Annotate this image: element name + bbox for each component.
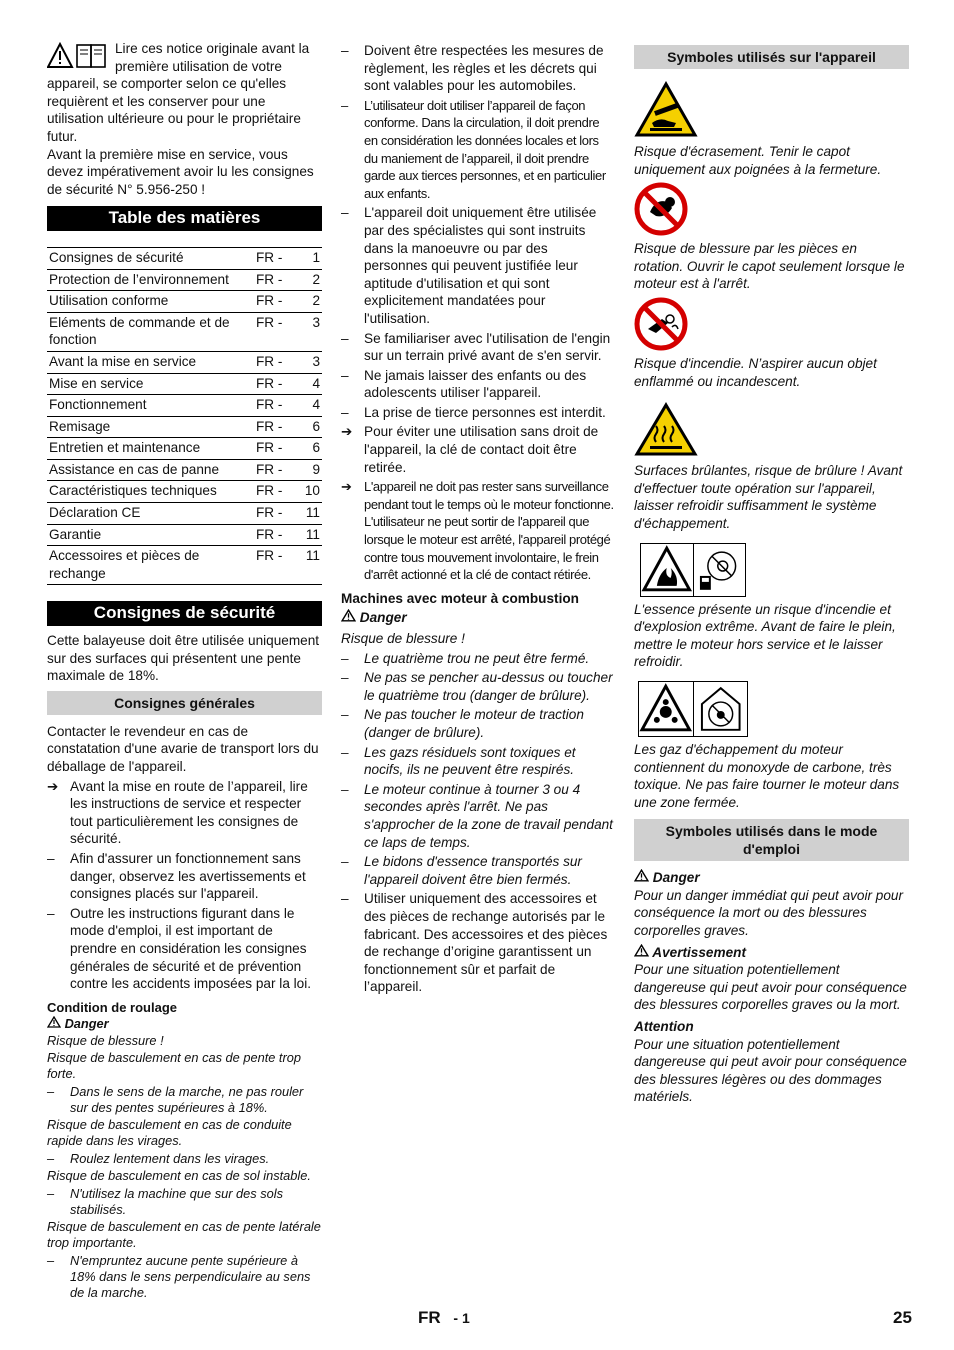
toc-page: 9: [294, 459, 322, 481]
list-item: [341, 744, 614, 779]
cond-text: Risque de basculement en cas de sol instable.: [47, 1168, 311, 1184]
list-marker: –: [341, 670, 349, 686]
list-item: [341, 204, 614, 327]
toc-row: [47, 247, 322, 269]
list-text: Roulez lentement dans les virages.: [70, 1151, 270, 1167]
manual-attention-label: Attention: [634, 1019, 694, 1035]
list-marker: –: [341, 854, 349, 870]
list-item: [341, 781, 614, 851]
warning-triangle-icon: [47, 1016, 61, 1032]
manual-danger-text: Pour un danger immédiat qui peut avoir pour conséquence la mort ou des blessures corporelles graves.: [634, 887, 904, 939]
toc-row: [47, 438, 322, 460]
flammable-icon: [641, 544, 694, 596]
list-marker: –: [341, 330, 349, 346]
symbol-text-2: Risque de blessure par les pièces en rotation. Ouvrir le capot seulement lorsque le moteur est à l'arrêt.: [634, 241, 905, 292]
list-item: [341, 669, 614, 704]
manual-symbols-title: Symboles utilisés dans le mode d'emploi: [634, 819, 909, 861]
list-text: Avant la mise en route de l’appareil, lire les instructions de service et respecter tout particulièrement les consignes de sécurité.: [70, 778, 308, 847]
toc-page: 10: [294, 481, 322, 503]
list-text: N'empruntez aucune pente supérieure à 18% dans le sens perpendiculaire au sens de la marche.: [70, 1253, 311, 1301]
cond-title: Condition de roulage: [47, 999, 177, 1015]
toc-row: [47, 416, 322, 438]
toc-label: Avant la mise en service: [47, 351, 254, 373]
manual-warning-label: Avertissement: [634, 944, 909, 962]
column-left: [47, 40, 322, 1301]
toc-lang: FR -: [254, 416, 294, 438]
symbol-text-4: Surfaces brûlantes, risque de brûlure ! Avant d'effectuer toute opération sur l'appareil, laisser refroidir suffisamment le système d'échappement.: [634, 463, 903, 531]
toc-row: [47, 524, 322, 546]
toc-page: 4: [294, 395, 322, 417]
intro-block: [47, 40, 322, 198]
list-marker: ➔: [341, 479, 352, 495]
toc-lang: FR -: [254, 247, 294, 269]
list-marker: –: [47, 905, 55, 921]
list-item: [47, 850, 322, 903]
list-item: [341, 97, 614, 203]
exhaust-hazard-icons: [638, 681, 748, 737]
list-text: Se familiariser avec l'utilisation de l'engin sur un terrain privé avant de s'en servir.: [364, 330, 611, 364]
toc-lang: FR -: [254, 503, 294, 525]
list-item: [341, 367, 614, 402]
general-title: Consignes générales: [47, 691, 322, 715]
manual-warning-text: Pour une situation potentiellement dangereuse qui peut avoir pour conséquence des blessures corporelles graves ou la mort.: [634, 962, 907, 1013]
safety-text: Cette balayeuse doit être utilisée uniquement sur des surfaces qui présentent une pente maximale de 18%.: [47, 633, 320, 684]
toc-row: [47, 351, 322, 373]
list-text: Le bidons d'essence transportés sur l'appareil doivent être bien fermés.: [364, 854, 582, 887]
intro-text-2: Avant la première mise en service, vous devez impérativement avoir lu les consignes de sécurité N° 5.956-250 !: [47, 146, 314, 197]
manual-danger-label: Danger: [634, 869, 909, 887]
list-marker: ➔: [341, 424, 353, 440]
list-marker: –: [341, 43, 349, 58]
list-item: [341, 478, 614, 584]
list-marker: –: [341, 367, 349, 383]
rotating-parts-icon: [634, 182, 688, 236]
engine-title: Machines avec moteur à combustion: [341, 590, 579, 606]
list-item: [341, 42, 614, 95]
warning-triangle-icon: [341, 609, 356, 627]
hot-surface-icon: [634, 402, 698, 458]
list-text: La prise de tierce personnes est interdit.: [364, 404, 606, 420]
toc-table: [47, 247, 322, 586]
device-symbols-title: Symboles utilisés sur l'appareil: [634, 45, 909, 69]
toc-lang: FR -: [254, 351, 294, 373]
toc-lang: FR -: [254, 269, 294, 291]
symbol-text-1: Risque d'écrasement. Tenir le capot uniquement aux poignées à la fermeture.: [634, 144, 882, 177]
fuel-hazard-icons: [640, 543, 746, 597]
list-marker: –: [47, 1084, 55, 1100]
list-item: – Utiliser uniquement des accessoires et des pièces de rechange autorisés par le fabricant. Des accessoires et des pièces de rechange d’origine garantissent un fonctionnement sûr et parfait de l’appareil.: [341, 891, 608, 995]
cond-text: Risque de blessure !: [47, 1033, 164, 1049]
list-marker: –: [47, 1186, 55, 1202]
toc-page: 2: [294, 269, 322, 291]
toc-lang: FR -: [254, 546, 294, 585]
footer-lang: FR - 1: [418, 1308, 470, 1327]
general-list: [47, 778, 322, 993]
cond-text: Risque de basculement en cas de conduite rapide dans les virages.: [47, 1117, 292, 1149]
toc-row: [47, 481, 322, 503]
toc-label: Consignes de sécurité: [47, 247, 254, 269]
toc-row: [47, 373, 322, 395]
toc-page: 2: [294, 291, 322, 313]
toc-row: [47, 503, 322, 525]
list-text: Dans le sens de la marche, ne pas rouler sur des pentes supérieures à 18%.: [70, 1084, 304, 1116]
list-text: L'appareil doit uniquement être utilisée par des spécialistes qui sont instruits dans la manoeuvre ou par des personnes qui peuvent justifiée leur aptitude d'utilisation et qui sont explicitement mandatées pour l'utilisation.: [364, 205, 597, 326]
toc-lang: FR -: [254, 395, 294, 417]
toxic-gas-icon: [639, 682, 694, 736]
engine-intro: Risque de blessure !: [341, 631, 465, 646]
fire-hazard-icon: [634, 297, 688, 351]
list-text: L'appareil ne doit pas rester sans surveillance pendant tout le temps où le moteur fonctionne. L'utilisateur ne peut sortir de l'appareil que lorsque le moteur est arrêté, l'appareil protégé contre tous mouvement involontaire, le frein d'arrêt actionné et la clé de contact rétirée.: [364, 479, 614, 583]
warning-book-icons: [47, 42, 111, 72]
crush-hazard-icon: [634, 81, 698, 139]
toc-label: Garantie: [47, 524, 254, 546]
toc-row: [47, 312, 322, 351]
list-item: [341, 423, 614, 476]
warning-triangle-icon: [634, 869, 649, 887]
list-item: [47, 1186, 322, 1218]
list-text: Ne pas toucher le moteur de traction (danger de brûlure).: [364, 707, 584, 740]
toc-lang: FR -: [254, 438, 294, 460]
list-marker: –: [47, 850, 55, 866]
toc-label: Accessoires et pièces de rechange: [47, 546, 254, 585]
list-item: [341, 650, 614, 668]
cond-list: [47, 1033, 322, 1301]
column-middle: [341, 40, 614, 996]
list-item: [341, 706, 614, 741]
toc-label: Entretien et maintenance: [47, 438, 254, 460]
warning-triangle-icon: [634, 944, 649, 962]
list-item: [47, 1253, 322, 1301]
toc-title: Table des matières: [47, 206, 322, 231]
list-text: Le moteur continue à tourner 3 ou 4 secondes après l'arrêt. Ne pas s'approcher de la zone de travail pendant ce laps de temps.: [364, 781, 613, 850]
list-text: Doivent être respectées les mesures de règlement, les règles et les décrets qui sont valables pour les automobiles.: [364, 43, 604, 94]
toc-label: Utilisation conforme: [47, 291, 254, 313]
list-text: Ne pas se pencher au-dessus ou toucher le quatrième trou (danger de brûlure).: [364, 670, 613, 703]
fuel-engine-off-icon: [694, 544, 746, 596]
symbol-text-5: L'essence présente un risque d'incendie et d'explosion extrême. Avant de faire le plein, mettre le moteur hors service et le laisser refroidir.: [634, 601, 896, 670]
list-marker: –: [341, 781, 349, 797]
toc-page: 4: [294, 373, 322, 395]
column-right: [634, 40, 909, 1106]
toc-page: 11: [294, 503, 322, 525]
list-marker: ➔: [47, 778, 59, 794]
intro-text: Lire ces notice originale avant la première utilisation de votre appareil, se comporter selon ce qu'elles requièrent et les conserver pour une utilisation ultérieure ou pour le propriétaire futur.: [47, 41, 310, 144]
toc-row: [47, 269, 322, 291]
toc-lang: FR -: [254, 524, 294, 546]
cond-text: Risque de basculement en cas de pente latérale trop importante.: [47, 1219, 321, 1251]
list-text: Le quatrième trou ne peut être fermé.: [364, 650, 590, 666]
list-item: [47, 905, 322, 993]
toc-lang: FR -: [254, 481, 294, 503]
rules-list: [341, 42, 614, 584]
toc-row: [47, 546, 322, 585]
list-marker: –: [47, 1151, 55, 1167]
list-text: Afin d'assurer un fonctionnement sans danger, observez les avertissements et consignes placés sur l'appareil.: [70, 850, 306, 902]
list-text: Pour éviter une utilisation sans droit de l'appareil, la clé de contact doit être retirée.: [364, 424, 599, 475]
toc-row: [47, 291, 322, 313]
manual-attention-text: Pour une situation potentiellement dangereuse qui peut avoir pour conséquence des blessures légères ou des dommages matériels.: [634, 1036, 907, 1105]
list-text: N'utilisez la machine que sur des sols stabilisés.: [70, 1186, 283, 1218]
toc-row: [47, 395, 322, 417]
symbol-text-3: Risque d'incendie. N’aspirer aucun objet enflammé ou incandescent.: [634, 355, 877, 389]
list-item: [47, 1084, 322, 1116]
toc-label: Eléments de commande et de fonction: [47, 312, 254, 351]
closed-room-engine-icon: [694, 682, 748, 736]
toc-page: 6: [294, 438, 322, 460]
symbol-text-6: Les gaz d'échappement du moteur contiennent du monoxyde de carbone, très toxique. Ne pas faire tourner le moteur dans une zone fermée.: [634, 741, 900, 810]
toc-page: 11: [294, 546, 322, 585]
toc-lang: FR -: [254, 312, 294, 351]
toc-label: Assistance en cas de panne: [47, 459, 254, 481]
list-marker: –: [341, 650, 349, 666]
toc-label: Fonctionnement: [47, 395, 254, 417]
engine-danger: Danger: [341, 609, 614, 627]
list-item: [341, 853, 614, 888]
list-marker: –: [341, 707, 349, 723]
list-item: [341, 404, 614, 422]
toc-lang: FR -: [254, 291, 294, 313]
page-number: 25: [893, 1308, 912, 1327]
list-item: [47, 778, 322, 848]
cond-text: Risque de basculement en cas de pente trop forte.: [47, 1050, 301, 1082]
toc-label: Caractéristiques techniques: [47, 481, 254, 503]
safety-title: Consignes de sécurité: [47, 601, 322, 626]
toc-page: 6: [294, 416, 322, 438]
toc-row: [47, 459, 322, 481]
list-marker: –: [341, 744, 349, 760]
list-marker: –: [47, 1253, 55, 1269]
list-marker: –: [341, 205, 349, 221]
list-marker: –: [341, 404, 349, 420]
engine-list: [341, 650, 614, 889]
toc-label: Protection de l’environnement: [47, 269, 254, 291]
general-text: Contacter le revendeur en cas de constatation d'une avarie de transport lors du déballage de l'appareil.: [47, 723, 319, 774]
list-item: [47, 1151, 322, 1167]
list-marker: –: [341, 97, 348, 113]
toc-label: Déclaration CE: [47, 503, 254, 525]
list-text: Ne jamais laisser des enfants ou des adolescents utiliser l'appareil.: [364, 367, 587, 401]
list-text: Les gazs résiduels sont toxiques et nocifs, ils ne peuvent être respirés.: [364, 744, 576, 778]
cond-danger: Danger: [47, 1016, 322, 1032]
list-item: [341, 330, 614, 365]
list-text: Outre les instructions figurant dans le mode d'emploi, il est important de prendre en considération les consignes générales de sécurité et de prévention contre les accidents imposées par la loi.: [70, 905, 312, 992]
toc-label: Remisage: [47, 416, 254, 438]
toc-lang: FR -: [254, 459, 294, 481]
toc-lang: FR -: [254, 373, 294, 395]
toc-page: 3: [294, 312, 322, 351]
toc-page: 11: [294, 524, 322, 546]
toc-label: Mise en service: [47, 373, 254, 395]
toc-page: 3: [294, 351, 322, 373]
list-text: L’utilisateur doit utiliser l’appareil de façon conforme. Dans la circulation, il doit prendre en considération les données locales et lors du maniement de l’appareil, il doit prendre garde aux tierces personnes, et en particulier aux enfants.: [364, 97, 606, 201]
toc-page: 1: [294, 247, 322, 269]
